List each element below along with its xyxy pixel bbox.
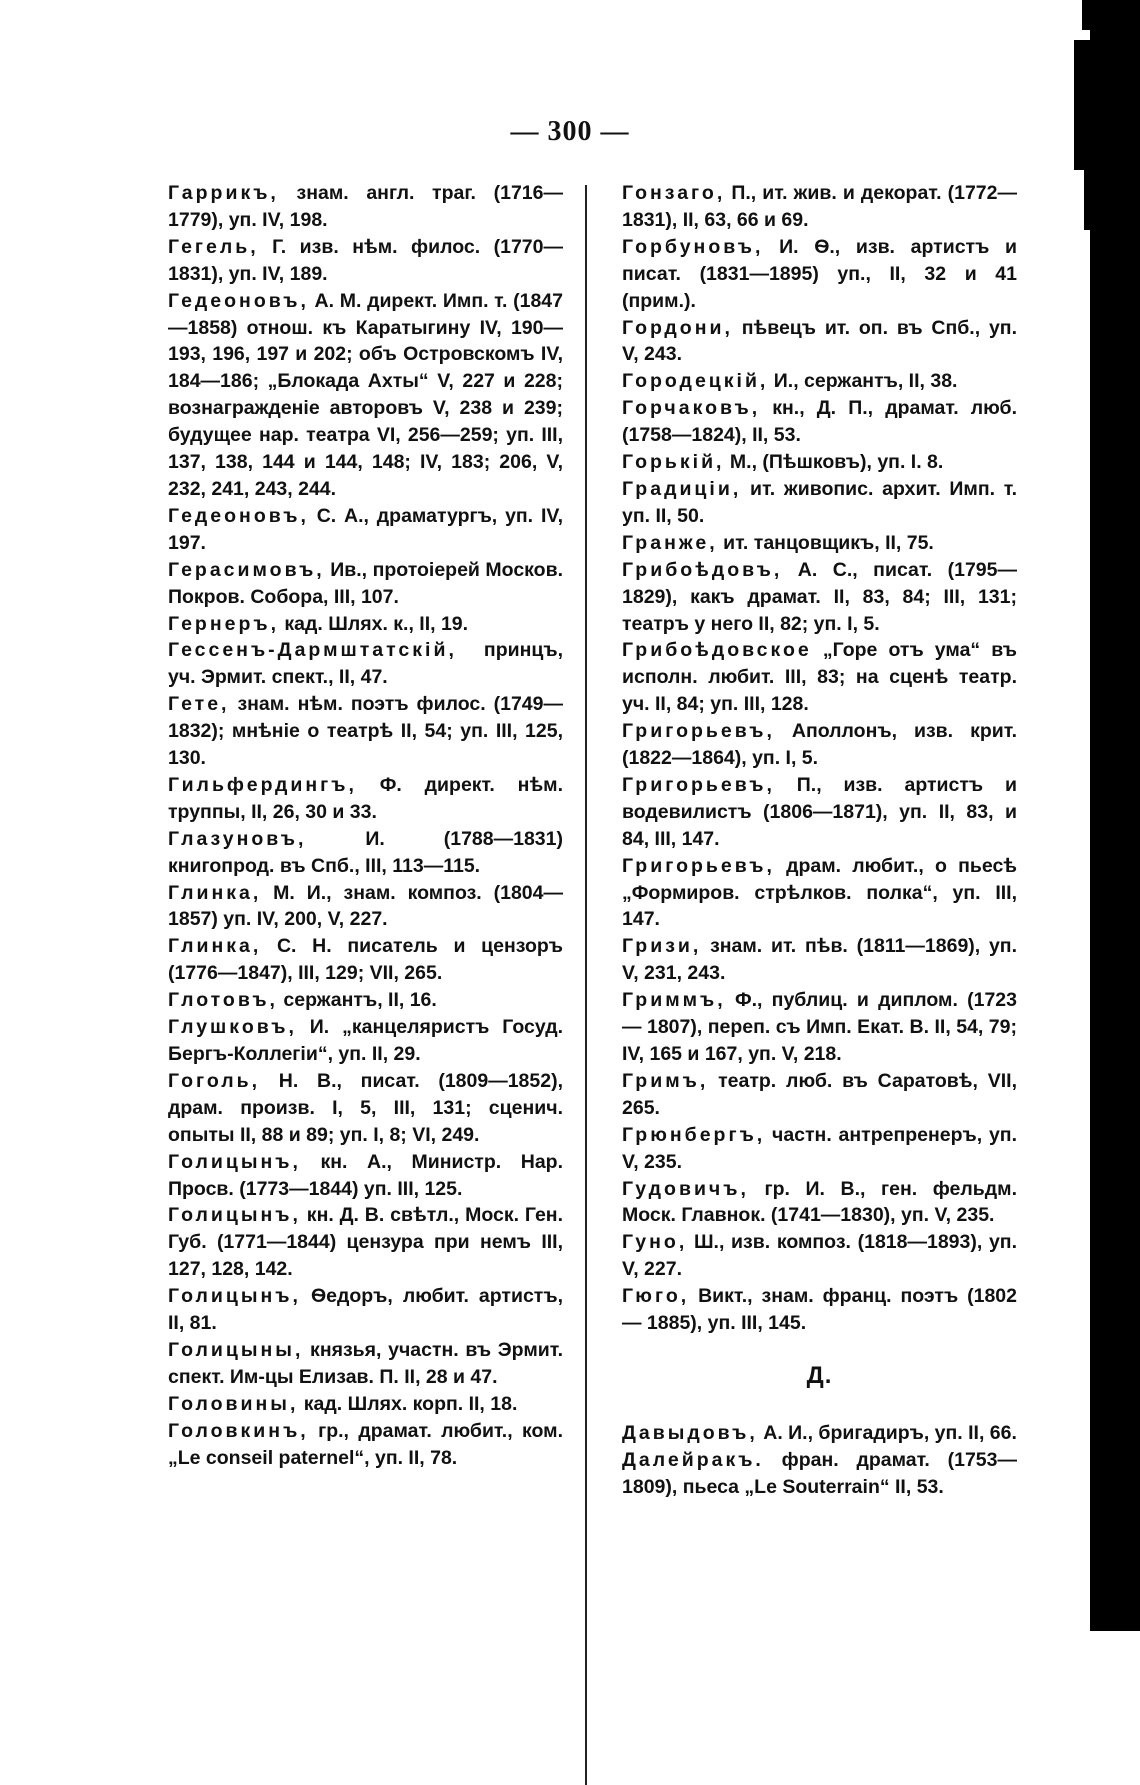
entry-text: драм. любит., о пьесѣ „Формиров. стрѣлков. полка“, уп. III, 147.	[622, 854, 1017, 931]
index-entry	[168, 1149, 563, 1203]
entry-name: Голицыны,	[168, 1338, 304, 1361]
entry-text: частн. антрепренеръ, уп. V, 235.	[622, 1123, 1017, 1173]
index-entry	[622, 987, 1017, 1068]
index-entry	[622, 1068, 1017, 1122]
entry-text: ит. танцовщикъ, II, 75.	[717, 531, 934, 554]
entry-name: Глушковъ,	[168, 1016, 297, 1039]
entry-name: Григорьевъ,	[622, 773, 775, 796]
entry-name: Гримъ,	[622, 1069, 709, 1092]
entry-name: Глинка,	[168, 881, 262, 904]
entry-name: Далейракъ.	[622, 1448, 764, 1471]
entry-text: П., изв. артистъ и водевилистъ (1806—1871), уп. II, 83, и 84, III, 147.	[622, 773, 1017, 850]
entry-text: пѣвецъ ит. оп. въ Спб., уп. V, 243.	[622, 316, 1017, 366]
page-number: — 300 —	[510, 116, 630, 147]
entry-name: Голицынъ,	[168, 1204, 301, 1227]
entry-text: И. „канцеляристъ Госуд. Бергъ-Коллегіи“, уп. II, 29.	[168, 1016, 563, 1065]
right-column	[622, 180, 1017, 1501]
entry-name: Голицынъ,	[168, 1285, 301, 1308]
index-entry	[622, 1229, 1017, 1283]
entry-text: И., сержантъ, II, 38.	[768, 370, 958, 393]
entry-text: знам. англ. траг. (1716—1779), уп. IV, 198.	[168, 182, 563, 231]
index-entry	[168, 1337, 563, 1391]
scan-edge-notch	[1084, 170, 1094, 230]
index-entry	[168, 503, 563, 557]
entry-text: Н. В., писат. (1809—1852), драм. произв. I, 5, III, 131; сценич. опыты II, 88 и 89; уп. I, 8; VI, 249.	[168, 1069, 563, 1146]
entry-name: Гюго,	[622, 1285, 690, 1308]
entry-name: Гудовичъ,	[622, 1177, 749, 1200]
index-entry	[168, 1391, 563, 1418]
index-entry	[168, 691, 563, 772]
entry-text: Ф. директ. нѣм. труппы, II, 26, 30 и 33.	[168, 773, 563, 823]
index-entry	[168, 987, 563, 1014]
entry-text: Ш., изв. композ. (1818—1893), уп. V, 227.	[622, 1231, 1017, 1281]
index-entry	[168, 1202, 563, 1283]
index-entry	[168, 557, 563, 611]
entry-text: кн. А., Министр. Нар. Просв. (1773—1844) уп. III, 125.	[168, 1150, 563, 1200]
entry-text: принцъ, уч. Эрмит. спект., II, 47.	[168, 639, 563, 689]
entry-name: Гернеръ,	[168, 612, 279, 635]
entry-text: Ив., протоіерей Москов. Покров. Собора, III, 107.	[168, 558, 563, 608]
entry-name: Григорьевъ,	[622, 854, 775, 877]
entry-name: Глазуновъ,	[168, 827, 307, 850]
entry-text: кад. Шлях. корп. II, 18.	[298, 1392, 518, 1415]
scan-edge-bar	[1090, 0, 1140, 1631]
entry-name: Григорьевъ,	[622, 720, 775, 743]
entry-name: Гедеоновъ,	[168, 289, 309, 312]
entry-name: Герасимовъ,	[168, 558, 325, 581]
entry-name: Гонзаго,	[622, 182, 726, 204]
entry-text: С. Н. писатель и цензоръ (1776—1847), III, 129; VII, 265.	[168, 935, 563, 985]
entry-text: П., ит. жив. и декорат. (1772— 1831), II, 63, 66 и 69.	[622, 182, 1017, 231]
index-entry	[168, 933, 563, 987]
entry-name: Головкинъ,	[168, 1419, 309, 1442]
index-entry	[168, 772, 563, 826]
entry-text: И. (1788—1831) книгопрод. въ Спб., III, 113—115.	[168, 827, 563, 877]
index-entry	[168, 1068, 563, 1149]
index-entry	[622, 395, 1017, 449]
entry-text: А. М. директ. Имп. т. (1847—1858) отнош. къ Каратыгину IV, 190—193, 196, 197 и 202; объ Островскомъ IV, 184—186; „Блокада Ахты“ V, 227 и 228; вознагражденіе авторовъ V, 238 и 239; будущее нар. театра VI, 256—259; уп. III, 137, 138, 144 и 144, 148; IV, 183; 206, V, 232, 241, 243, 244.	[168, 289, 563, 500]
entry-text: кн. Д. В. свѣтл., Моск. Ген. Губ. (1771—1844) цензура при немъ III, 127, 128, 142.	[168, 1204, 563, 1281]
entry-name: Грибоѣдовское	[622, 639, 812, 662]
index-entry	[622, 368, 1017, 395]
entry-name: Гегель,	[168, 235, 259, 258]
entry-text: знам. нѣм. поэтъ филос. (1749— 1832); мнѣніе о театрѣ II, 54; уп. III, 125, 130.	[168, 693, 563, 770]
index-entry	[168, 1014, 563, 1068]
entry-name: Горбуновъ,	[622, 235, 764, 258]
entry-text: М., (Пѣшковъ), уп. I. 8.	[724, 451, 944, 474]
entry-name: Гриммъ,	[622, 989, 726, 1012]
scan-edge-notch	[1082, 0, 1100, 30]
index-entry	[622, 718, 1017, 772]
entry-name: Головины,	[168, 1392, 299, 1415]
index-entry	[622, 315, 1017, 369]
entry-name: Давыдовъ,	[622, 1421, 758, 1444]
entry-text: гр. И. В., ген. фельдм. Моск. Главнок. (1741—1830), уп. V, 235.	[622, 1177, 1017, 1227]
entry-text: гр., драмат. любит., ком. „Le conseil paternel“, уп. II, 78.	[168, 1419, 563, 1469]
entry-name: Гедеоновъ,	[168, 504, 309, 527]
left-column	[168, 180, 563, 1472]
entry-text: „Горе отъ ума“ въ исполн. любит. III, 83; на сценѣ театр. уч. II, 84; уп. III, 128.	[622, 639, 1017, 716]
entry-name: Городецкій,	[622, 370, 769, 393]
entry-name: Глотовъ,	[168, 989, 278, 1012]
entry-text: Ѳедоръ, любит. артистъ, II, 81.	[168, 1285, 563, 1335]
entry-name: Гранже,	[622, 531, 718, 554]
index-entry	[622, 557, 1017, 638]
entry-text: Аполлонъ, изв. крит. (1822—1864), уп. I, 5.	[622, 720, 1017, 770]
entry-text: М. И., знам. композ. (1804— 1857) уп. IV, 200, V, 227.	[168, 881, 563, 931]
entry-name: Голицынъ,	[168, 1150, 301, 1173]
entry-name: Глинка,	[168, 935, 262, 958]
index-entry	[168, 637, 563, 691]
entry-name: Горчаковъ,	[622, 397, 761, 420]
entry-text: С. А., драматургъ, уп. IV, 197.	[168, 504, 563, 554]
entry-name: Гоголь,	[168, 1069, 261, 1092]
index-entry	[168, 1283, 563, 1337]
entry-name: Грюнбергъ,	[622, 1123, 766, 1146]
index-entry	[622, 180, 1017, 234]
index-entry	[622, 1283, 1017, 1337]
index-entry	[168, 880, 563, 934]
entry-text: Г. изв. нѣм. филос. (1770— 1831), уп. IV, 189.	[168, 235, 563, 285]
entry-text: князья, участн. въ Эрмит. спект. Им-цы Елизав. П. II, 28 и 47.	[168, 1338, 563, 1388]
entry-name: Грибоѣдовъ,	[622, 558, 783, 581]
entry-name: Горькій,	[622, 451, 725, 474]
entry-name: Гордони,	[622, 316, 733, 339]
column-divider	[585, 185, 587, 1785]
entry-text: сержантъ, II, 16.	[277, 989, 437, 1012]
entry-text: знам. ит. пѣв. (1811—1869), уп. V, 231, 243.	[622, 935, 1017, 985]
index-entry	[622, 234, 1017, 315]
index-entry	[622, 1420, 1017, 1447]
entry-text: кн., Д. П., драмат. люб. (1758—1824), II, 53.	[622, 397, 1017, 447]
entry-name: Градиціи,	[622, 477, 742, 500]
index-entry	[622, 449, 1017, 476]
right-column-g-entries	[622, 180, 1017, 1337]
index-entry	[622, 637, 1017, 718]
entry-text: кад. Шлях. к., II, 19.	[279, 612, 469, 635]
index-entry	[622, 933, 1017, 987]
index-entry	[622, 1447, 1017, 1501]
entry-text: фран. драмат. (1753—1809), пьеса „Le Souterrain“ II, 53.	[622, 1448, 1017, 1498]
index-entry	[622, 853, 1017, 934]
index-entry	[622, 772, 1017, 853]
entry-name: Гуно,	[622, 1231, 688, 1254]
index-entry	[168, 826, 563, 880]
entry-text: А. С., писат. (1795— 1829), какъ драмат. II, 83, 84; III, 131; театръ у него II, 82; уп. I, 5.	[622, 558, 1017, 635]
entry-text: Викт., знам. франц. поэтъ (1802— 1885), уп. III, 145.	[622, 1285, 1017, 1335]
section-letter-heading: Д.	[806, 1361, 833, 1389]
index-entry	[168, 288, 563, 503]
index-entry	[168, 180, 563, 234]
entry-text: Ф., публиц. и диплом. (1723— 1807), переп. съ Имп. Екат. В. II, 54, 79; IV, 165 и 167, уп. V, 218.	[622, 989, 1017, 1065]
entry-text: И. Ѳ., изв. артистъ и писат. (1831—1895) уп., II, 32 и 41 (прим.).	[622, 235, 1017, 312]
entry-name: Гризи,	[622, 935, 702, 958]
index-entry	[622, 1176, 1017, 1230]
entry-text: ит. живопис. архит. Имп. т. уп. II, 50.	[622, 477, 1017, 527]
right-column-d-entries	[622, 1420, 1017, 1501]
scan-edge-notch	[1074, 40, 1096, 170]
entry-name: Гете,	[168, 693, 230, 716]
entry-name: Гессенъ-Дармштатскій,	[168, 639, 457, 662]
entry-text: театр. люб. въ Саратовѣ, VII, 265.	[622, 1069, 1017, 1119]
index-entry	[168, 1418, 563, 1472]
entry-text: А. И., бригадиръ, уп. II, 66.	[757, 1421, 1017, 1444]
entry-name: Гаррикъ,	[168, 182, 279, 204]
index-entry	[168, 234, 563, 288]
index-entry	[168, 611, 563, 638]
entry-name: Гильфердингъ,	[168, 773, 357, 796]
index-entry	[622, 530, 1017, 557]
index-entry	[622, 476, 1017, 530]
index-entry	[622, 1122, 1017, 1176]
